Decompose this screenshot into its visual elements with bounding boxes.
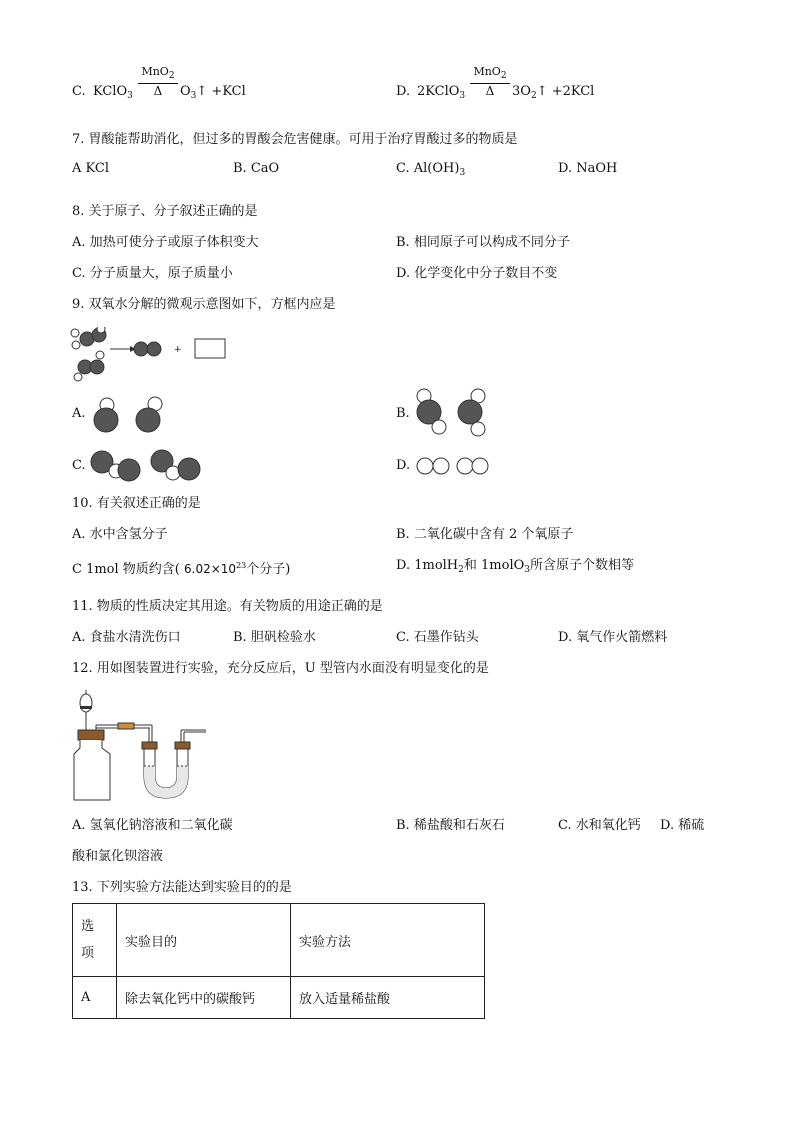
oxygen-atom xyxy=(417,458,433,474)
option-label: D. xyxy=(396,84,411,99)
oxygen-atom xyxy=(90,360,104,374)
q7-option-a: A KCl xyxy=(72,161,109,176)
row-method: 放入适量稀盐酸 xyxy=(291,977,485,1019)
reaction-condition: MnO$_2$ Δ xyxy=(138,66,178,98)
q10-option-b: B. 二氧化碳中含有 2 个氧原子 xyxy=(396,527,574,542)
rubber-tube xyxy=(118,723,134,729)
q11-stem: 11. 物质的性质决定其用途。有关物质的用途正确的是 xyxy=(72,599,383,614)
q8-stem: 8. 关于原子、分子叙述正确的是 xyxy=(72,204,258,219)
funnel-bulb xyxy=(80,694,92,712)
q9-option-a-diagram xyxy=(90,393,170,435)
row-option: A xyxy=(73,977,117,1019)
q13-table xyxy=(72,903,485,1019)
u-tube-stopper-left xyxy=(142,742,157,749)
hydrogen-atom xyxy=(471,422,485,436)
q10-stem: 10. 有关叙述正确的是 xyxy=(72,496,201,511)
q10-option-a: A. 水中含氢分子 xyxy=(72,527,168,542)
q12-option-d: D. 稀硫 xyxy=(660,818,705,833)
oxygen-atom xyxy=(457,458,473,474)
q11-option-a: A. 食盐水清洗伤口 xyxy=(72,630,181,645)
q12-stem: 12. 用如图装置进行实验，充分反应后，U 型管内水面没有明显变化的是 xyxy=(72,661,489,676)
q9-option-a-label: A. xyxy=(72,406,86,421)
oxygen-atom xyxy=(94,408,118,432)
q11-option-d: D. 氧气作火箭燃料 xyxy=(558,630,668,645)
table-header-row xyxy=(73,904,485,977)
oxygen-atom xyxy=(178,458,200,480)
oxygen-atom xyxy=(433,458,449,474)
q10-option-d: D. 1molH$_2$和 1molO$_3$所含原子个数相等 xyxy=(396,558,635,575)
header-method: 实验方法 xyxy=(291,904,485,977)
u-tube-stopper-right xyxy=(175,742,190,749)
q13-stem: 13. 下列实验方法能达到实验目的的是 xyxy=(72,880,292,895)
q8-option-a: A. 加热可使分子或原子体积变大 xyxy=(72,235,259,250)
hydrogen-atom xyxy=(72,341,80,349)
reaction-condition: MnO$_2$ Δ xyxy=(470,66,510,98)
q8-option-c: C. 分子质量大，原子质量小 xyxy=(72,266,233,281)
oxygen-atom xyxy=(147,342,161,356)
u-tube-inner xyxy=(155,746,177,788)
option-label: C. xyxy=(72,84,86,99)
reactant: KClO$_3$ xyxy=(93,84,133,101)
answer-box xyxy=(195,339,225,358)
hydrogen-atom xyxy=(97,327,105,333)
hydrogen-atom xyxy=(96,351,104,359)
funnel-stopcock xyxy=(80,706,92,709)
header-option: 选 项 xyxy=(73,904,117,977)
q12-option-a: A. 氢氧化钠溶液和二氧化碳 xyxy=(72,818,233,833)
q9-option-b-diagram xyxy=(412,388,492,438)
q7-option-b: B. CaO xyxy=(233,161,280,176)
oxygen-atom xyxy=(118,459,140,481)
q7-option-d: D. NaOH xyxy=(558,161,618,176)
q9-option-c-diagram xyxy=(90,449,205,485)
q8-option-b: B. 相同原子可以构成不同分子 xyxy=(396,235,570,250)
q9-option-d-diagram xyxy=(414,456,494,476)
q11-option-c: C. 石墨作钻头 xyxy=(396,630,479,645)
hydrogen-atom xyxy=(432,420,446,434)
q12-option-b: B. 稀盐酸和石灰石 xyxy=(396,818,505,833)
oxygen-atom xyxy=(458,400,482,424)
q8-option-d: D. 化学变化中分子数目不变 xyxy=(396,266,558,281)
reactant: 2KClO$_3$ xyxy=(417,84,466,101)
product: $O_3↑ +KCl$ xyxy=(180,84,246,101)
hydrogen-atom xyxy=(71,329,79,337)
q7-option-c: C. $Al(OH)_3$ xyxy=(396,161,466,178)
q12-apparatus-diagram xyxy=(70,688,215,804)
q9-option-b-label: B. xyxy=(396,406,410,421)
q12-option-c: C. 水和氧化钙 xyxy=(558,818,641,833)
q9-reaction-diagram xyxy=(70,327,240,383)
oxygen-atom xyxy=(472,458,488,474)
q9-option-d-label: D. xyxy=(396,458,411,473)
header-goal: 实验目的 xyxy=(117,904,291,977)
q7-stem: 7. 胃酸能帮助消化，但过多的胃酸会危害健康。可用于治疗胃酸过多的物质是 xyxy=(72,132,518,147)
oxygen-atom xyxy=(134,342,148,356)
plus-sign: + xyxy=(174,345,182,355)
q11-option-b: B. 胆矾检验水 xyxy=(233,630,316,645)
q12-option-d-continued: 酸和氯化钡溶液 xyxy=(72,849,164,864)
rubber-stopper xyxy=(78,730,104,740)
row-goal: 除去氧化钙中的碳酸钙 xyxy=(117,977,291,1019)
hydrogen-atom xyxy=(74,373,82,381)
q9-stem: 9. 双氧水分解的微观示意图如下，方框内应是 xyxy=(72,297,336,312)
q10-option-c: C 1mol 物质约含( $6.02\times 10^{23}$个分子) xyxy=(72,561,291,577)
oxygen-atom xyxy=(136,408,160,432)
q9-option-c-label: C. xyxy=(72,458,86,473)
flask xyxy=(74,740,110,800)
u-tube-water xyxy=(144,766,188,798)
table-row xyxy=(73,977,485,1019)
product: $3O_2↑ +2KCl$ xyxy=(512,84,595,101)
